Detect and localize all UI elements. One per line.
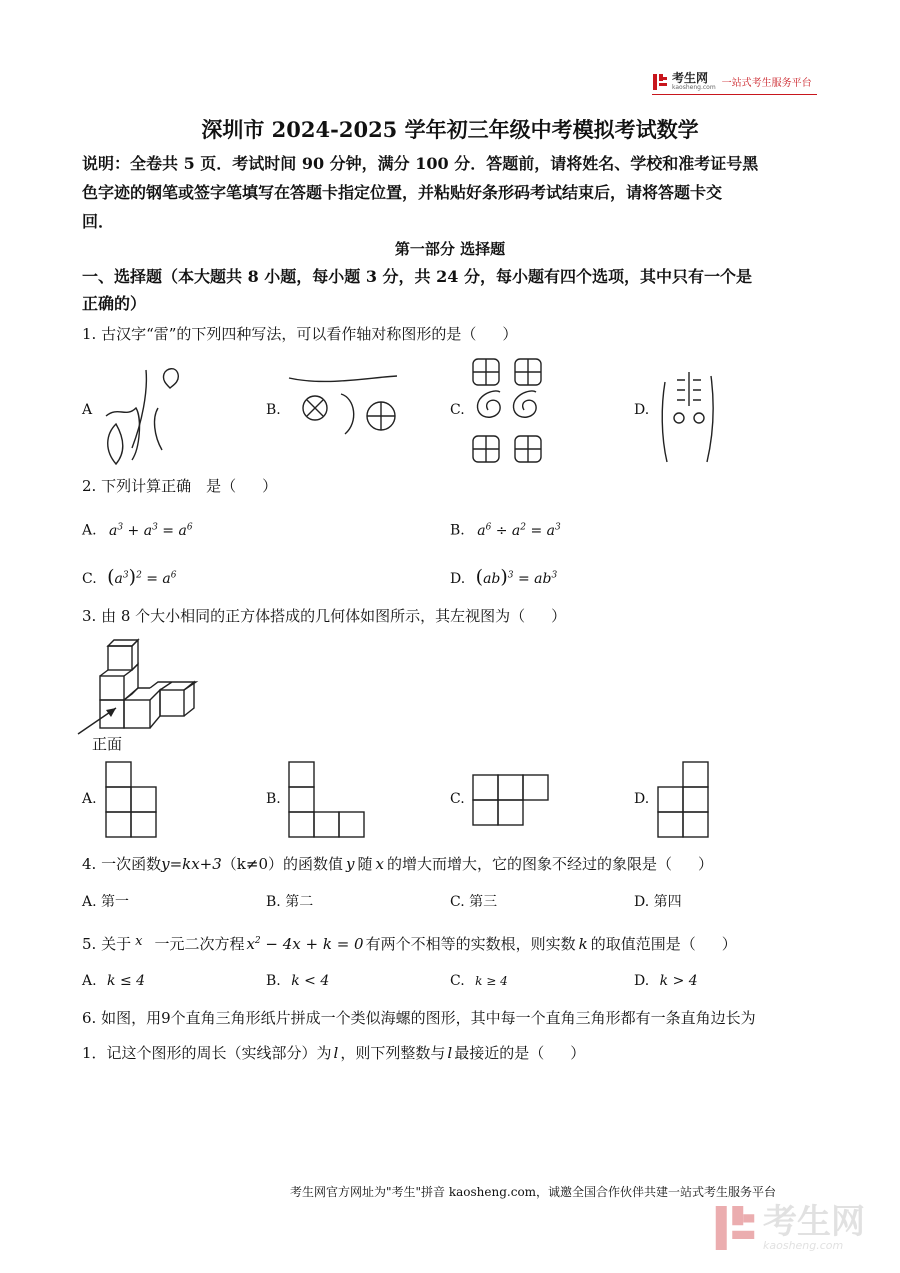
q4-option-b [266, 891, 313, 911]
q5-var-k: k [578, 935, 588, 953]
q5-option-b-text: k < 4 [291, 973, 330, 989]
q1-option-d-figure [655, 366, 721, 464]
q5-option-c-text: k ≥ 4 [475, 974, 508, 988]
q6-line2-suffix: 最接近的是（ [454, 1044, 545, 1062]
q4-var-x: x [375, 855, 384, 873]
watermark-domain: kaosheng.com [763, 1238, 844, 1252]
q4-function: y=kx+3 [161, 855, 222, 873]
q4-option-c [450, 891, 497, 911]
q3-option-b-label: B. [266, 791, 281, 807]
q2-option-b [450, 522, 561, 539]
q1-option-a-figure [102, 352, 184, 468]
q3-close: ） [551, 607, 567, 625]
q6-var-l: l [333, 1044, 339, 1062]
q1-option-c-label: C. [450, 402, 465, 418]
q5-option-a-text: k ≤ 4 [107, 973, 146, 989]
q5-stem-mid: 一元二次方程 [154, 935, 245, 953]
q5-stem-prefix: 5. 关于 [82, 935, 132, 953]
logo-brand: 考生网 [672, 71, 709, 85]
q2-option-d-label: D. [450, 571, 466, 587]
instructions-line-3: 回． [82, 212, 115, 231]
q3-option-d-label: D. [634, 791, 650, 807]
q3-option-c-label: C. [450, 791, 465, 807]
q3-option-d-figure [657, 761, 711, 839]
q4-option-c-label: C. [450, 894, 465, 910]
header-divider [652, 94, 817, 95]
q6-line-2 [82, 1039, 585, 1068]
q4-option-b-text: 第二 [285, 894, 314, 910]
q4-stem-suffix: 的增大而增大，它的图象不经过的象限是（ [386, 855, 672, 873]
q2-option-a-label: A. [82, 522, 97, 539]
q6-var-l-2: l [447, 1044, 453, 1062]
q2-option-c-expr: $(a^3)^2 = a^6$ [107, 566, 177, 588]
q4-option-c-text: 第三 [469, 894, 498, 910]
q4-option-a [82, 891, 129, 911]
part1-title: 第一部分 选择题 [394, 240, 506, 258]
q2-option-c [82, 566, 177, 588]
q3-option-a-label: A. [82, 791, 97, 807]
q2-option-a-expr: $a^3 + a^3 = a^6$ [109, 522, 193, 539]
q6-close: ） [570, 1044, 586, 1062]
q1-option-b-label: B. [266, 402, 281, 418]
q5-option-b-label: B. [266, 973, 281, 989]
q4-option-a-text: 第一 [101, 894, 130, 910]
q4-option-d-label: D. [634, 894, 650, 910]
q6-line-1: 6. 如图，用9个直角三角形纸片拼成一个类似海螺的图形，其中每一个直角三角形都有一条直角边长为 [82, 1009, 756, 1027]
q1-stem-text: 1. 古汉字“雷”的下列四种写法，可以看作轴对称图形的是（ [82, 325, 477, 343]
q4-stem [82, 850, 713, 879]
watermark-logo-icon [713, 1203, 757, 1253]
q1-close: ） [502, 325, 518, 343]
q4-stem-mid2: 随 [357, 855, 373, 873]
q5-equation: $x^2 - 4x + k = 0$ [246, 935, 364, 953]
q3-front-label: 正面 [92, 735, 123, 753]
q4-var-y: y [346, 855, 355, 873]
section1-line-1: 一、选择题（本大题共 8 小题，每小题 3 分，共 24 分，每小题有四个选项，其中只有一个是 [82, 267, 752, 286]
q2-option-d-expr: $(ab)^3 = ab^3$ [475, 566, 558, 588]
q3-option-b-figure [288, 761, 368, 839]
page-title: 深圳市 2024-2025 学年初三年级中考模拟考试数学 [201, 117, 699, 142]
q2-close: ） [262, 477, 278, 495]
instructions-line-1: 说明：全卷共 5 页．考试时间 90 分钟，满分 100 分．答题前，请将姓名、学校和准考证号黑 [82, 154, 759, 173]
q5-stem [82, 927, 737, 959]
q1-option-d-label: D. [634, 402, 650, 418]
section1-line-2: 正确的） [82, 294, 147, 313]
q1-option-c-figure [470, 356, 550, 466]
q2-option-b-label: B. [450, 522, 465, 539]
q4-condition: （k≠0） [221, 855, 283, 873]
q5-option-b [266, 973, 329, 989]
q6-line2-mid: ，则下列整数与 [340, 1044, 446, 1062]
q5-var-x: x [135, 934, 143, 949]
q4-option-b-label: B. [266, 894, 281, 910]
q2-stem-text: 2. 下列计算正确 是（ [82, 477, 237, 495]
watermark [713, 1203, 865, 1253]
q2-option-b-expr: $a^6 \div a^2 = a^3$ [477, 522, 561, 539]
q3-stem-text: 3. 由 8 个大小相同的正方体搭成的几何体如图所示，其左视图为（ [82, 607, 526, 625]
q1-option-a-label: A [82, 402, 93, 418]
watermark-text: 考生网 [763, 1201, 865, 1242]
q4-close: ） [698, 855, 714, 873]
logo-domain: kaosheng.com [672, 84, 716, 91]
q3-cube-figure [76, 638, 208, 738]
q4-option-a-label: A. [82, 894, 97, 910]
q2-option-a [82, 522, 193, 539]
q4-option-d [634, 891, 682, 911]
q2-option-c-label: C. [82, 571, 97, 587]
q4-stem-prefix: 4. 一次函数 [82, 855, 162, 873]
logo-slogan: 一站式考生服务平台 [721, 78, 812, 89]
q2-option-d [450, 566, 557, 588]
q3-option-a-figure [105, 761, 159, 839]
q1-stem [82, 320, 517, 349]
q5-close: ） [721, 935, 737, 953]
q5-option-a [82, 973, 145, 989]
q5-stem-end: 的取值范围是（ [590, 935, 696, 953]
q5-option-c-label: C. [450, 973, 465, 989]
q3-option-c-figure [472, 774, 552, 828]
kaosheng-logo-icon [652, 73, 668, 91]
q5-option-c [450, 973, 508, 989]
q3-stem [82, 602, 566, 631]
footer-text: 考生网官方网址为"考生"拼音 kaosheng.com，诚邀全国合作伙伴共建一站式考生服务平台 [290, 1185, 777, 1199]
q6-line2-prefix: 1．记这个图形的周长（实线部分）为 [82, 1044, 332, 1062]
instructions-line-2: 色字迹的钢笔或签字笔填写在答题卡指定位置，并粘贴好条形码考试结束后，请将答题卡交 [82, 183, 723, 202]
q4-stem-mid: 的函数值 [283, 855, 344, 873]
q5-stem-suffix: 有两个不相等的实数根，则实数 [365, 935, 576, 953]
q5-option-d [634, 973, 698, 989]
q5-option-a-label: A. [82, 973, 97, 989]
q2-stem [82, 472, 277, 501]
q5-option-d-label: D. [634, 973, 650, 989]
q4-option-d-text: 第四 [653, 894, 682, 910]
q1-option-b-figure [285, 372, 405, 444]
q5-option-d-text: k > 4 [659, 973, 698, 989]
header-logo [652, 72, 812, 91]
